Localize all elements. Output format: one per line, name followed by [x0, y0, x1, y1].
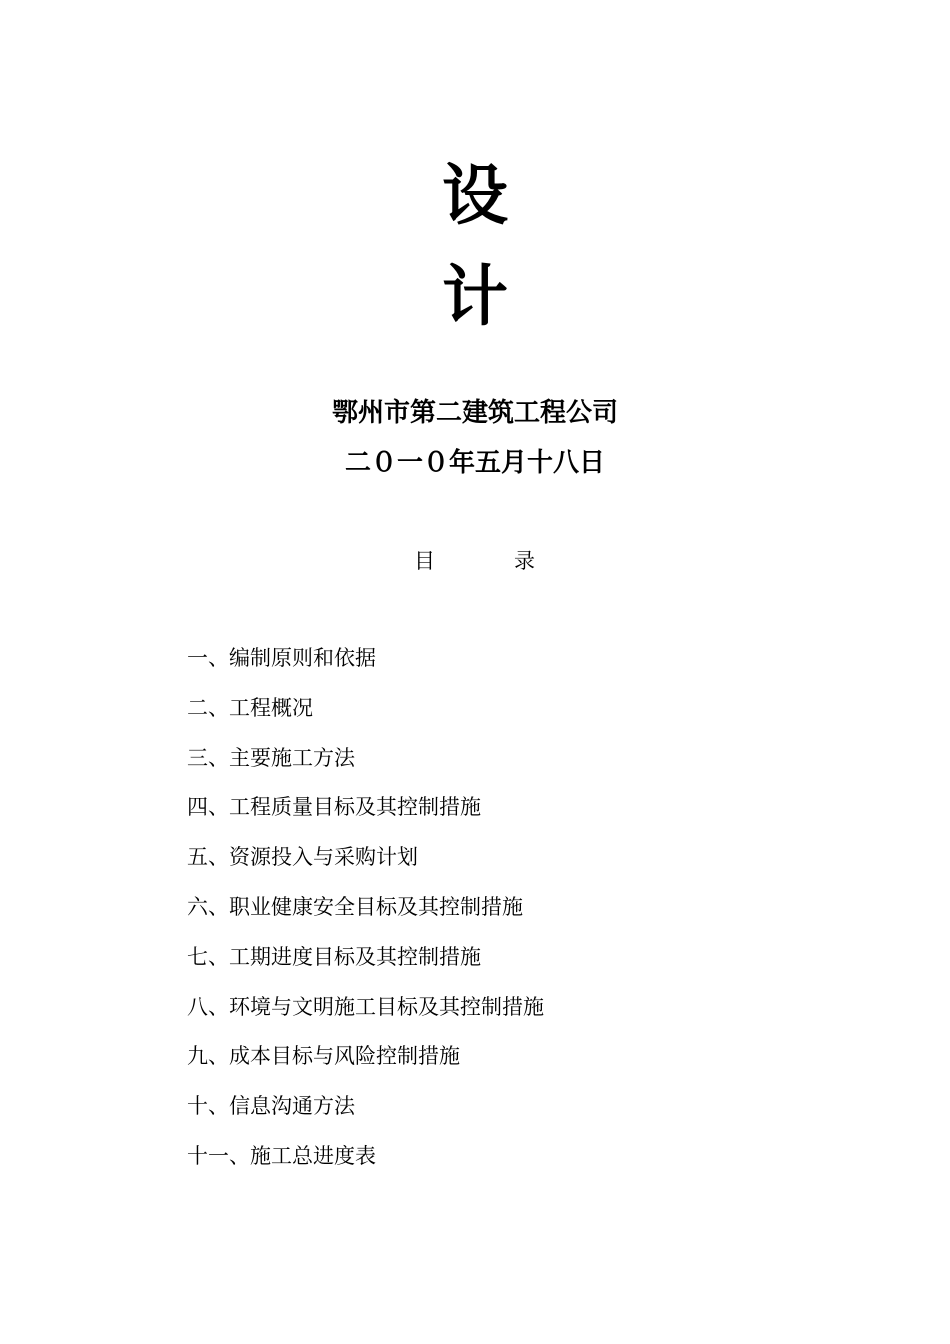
toc-heading	[414, 546, 544, 576]
toc-item-11: 十一、施工总进度表	[187, 1143, 376, 1168]
title-char-ji: 计	[442, 257, 508, 335]
toc-item-1: 一、编制原则和依据	[187, 646, 376, 670]
toc-heading-part2: 录	[514, 549, 535, 573]
toc-item-4: 四、工程质量目标及其控制措施	[187, 795, 481, 820]
document-date: 二０一０年五月十八日	[344, 448, 605, 478]
toc-item-2: 二、工程概况	[187, 695, 313, 720]
title-char-she: 设	[442, 156, 508, 234]
toc-item-7: 七、工期进度目标及其控制措施	[187, 944, 481, 969]
company-name: 鄂州市第二建筑工程公司	[331, 398, 618, 428]
toc-item-6: 六、职业健康安全目标及其控制措施	[187, 894, 523, 919]
toc-item-3: 三、主要施工方法	[187, 745, 355, 770]
toc-heading-part1: 目	[414, 549, 435, 573]
toc-item-5: 五、资源投入与采购计划	[187, 845, 418, 870]
toc-item-9: 九、成本目标与风险控制措施	[187, 1044, 460, 1069]
toc-list	[187, 643, 787, 1191]
toc-item-10: 十、信息沟通方法	[187, 1094, 355, 1119]
toc-item-8: 八、环境与文明施工目标及其控制措施	[187, 994, 544, 1019]
